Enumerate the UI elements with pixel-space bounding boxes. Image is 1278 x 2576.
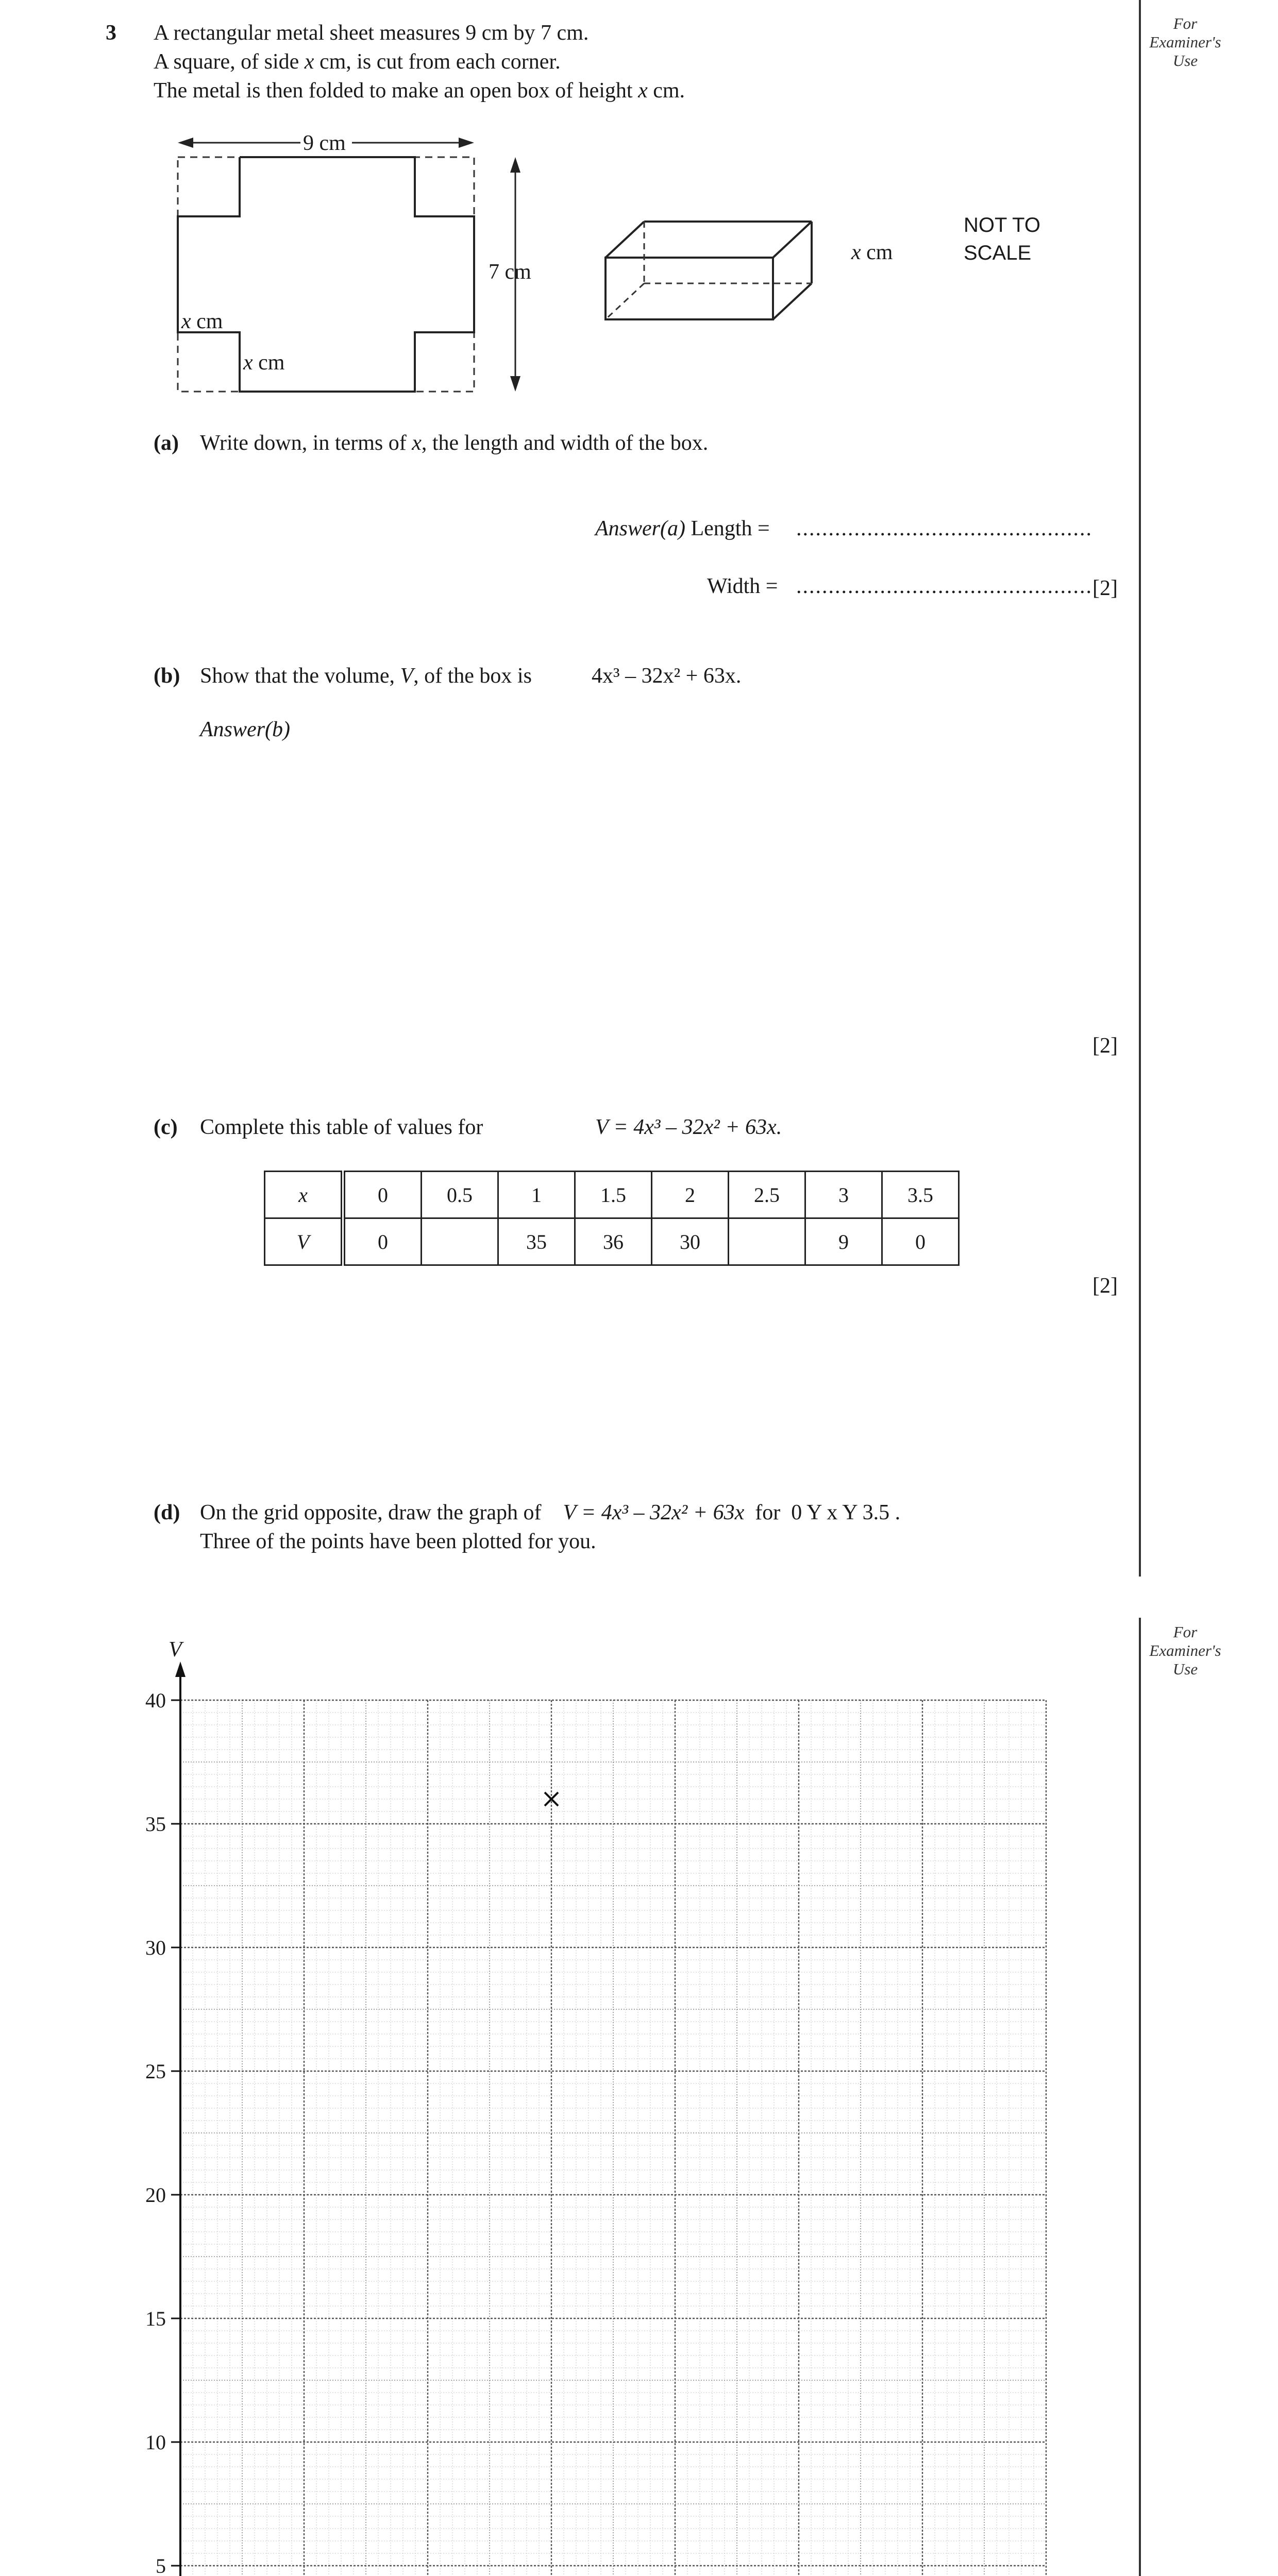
answer-a-width-field[interactable]: .............................................. — [796, 574, 1092, 598]
y-tick-label: 20 — [145, 2183, 166, 2207]
part-d-label: (d) — [154, 1501, 180, 1524]
y-tick-label: 35 — [145, 1812, 166, 1836]
intro-line-1: A rectangular metal sheet measures 9 cm by 7 cm. — [154, 21, 589, 45]
sheet-outline — [178, 157, 474, 392]
examiner-use-label-2: For Examiner's Use — [1149, 1623, 1221, 1678]
y-tick-label: 40 — [145, 1689, 166, 1712]
table-header-v: V — [265, 1218, 343, 1265]
part-b-label: (b) — [154, 664, 180, 688]
part-d-text: On the grid opposite, draw the graph of V = 4x³ – 32x² + 63x for 0 Y x Y 3.5 . — [200, 1501, 901, 1524]
not-to-scale-note: NOT TO SCALE — [964, 214, 1040, 264]
part-a-label: (a) — [154, 431, 179, 455]
box-hidden-edges — [606, 222, 812, 319]
y-axis-label: V — [169, 1638, 182, 1662]
table-cell: 1 — [498, 1172, 575, 1218]
graph-grid[interactable] — [0, 1623, 1134, 2576]
answer-a-length: Answer(a) Length = — [595, 517, 770, 540]
answer-a-width: Width = — [707, 574, 778, 598]
box-height-label: x cm — [851, 241, 893, 264]
y-tick-label: 5 — [156, 2554, 166, 2576]
table-cell: 3 — [805, 1172, 882, 1218]
answer-a-length-field[interactable]: .............................................. — [796, 517, 1092, 540]
y-tick-label: 25 — [145, 2060, 166, 2083]
intro-line-2: A square, of side x cm, is cut from each corner. — [154, 50, 561, 74]
table-cell: 3.5 — [882, 1172, 959, 1218]
cross-shape — [178, 157, 474, 392]
y-tick-label: 15 — [145, 2307, 166, 2330]
corner-label-left: x cm — [181, 310, 223, 333]
question-number: 3 — [106, 21, 116, 45]
table-cell-blank[interactable] — [729, 1218, 805, 1265]
table-cell: 9 — [805, 1218, 882, 1265]
examiner-use-label: For Examiner's Use — [1149, 14, 1221, 70]
table-cell: 30 — [652, 1218, 729, 1265]
part-c-formula: V = 4x³ – 32x² + 63x. — [595, 1115, 782, 1139]
table-cell: 0 — [343, 1218, 422, 1265]
part-c-text: Complete this table of values for — [200, 1115, 483, 1139]
table-row-v — [265, 1218, 959, 1265]
table-row-x — [265, 1172, 959, 1218]
table-cell: 0 — [882, 1218, 959, 1265]
width-label: 9 cm — [303, 131, 346, 155]
y-tick-label: 10 — [145, 2431, 166, 2454]
part-d-line-2: Three of the points have been plotted for you. — [200, 1530, 596, 1553]
part-b-marks: [2] — [1092, 1034, 1118, 1058]
corner-label-bottom: x cm — [243, 351, 285, 375]
open-box — [606, 222, 812, 319]
table-cell: 1.5 — [575, 1172, 652, 1218]
table-cell: 2 — [652, 1172, 729, 1218]
examiner-margin-line-2 — [1139, 1618, 1141, 2576]
part-a-text: Write down, in terms of x, the length and width of the box. — [200, 431, 709, 455]
intro-line-3: The metal is then folded to make an open box of height x cm. — [154, 79, 685, 103]
part-b-text: Show that the volume, V, of the box is — [200, 664, 532, 688]
table-cell: 0 — [343, 1172, 422, 1218]
table-header-x: x — [265, 1172, 343, 1218]
part-a-marks: [2] — [1092, 577, 1118, 600]
part-c-marks: [2] — [1092, 1274, 1118, 1298]
table-cell-blank[interactable] — [422, 1218, 498, 1265]
y-tick-label: 30 — [145, 1936, 166, 1959]
part-b-formula: 4x³ – 32x² + 63x. — [592, 664, 742, 688]
height-label: 7 cm — [489, 260, 531, 284]
table-cell: 2.5 — [729, 1172, 805, 1218]
table-cell: 36 — [575, 1218, 652, 1265]
part-b-answer-label: Answer(b) — [200, 718, 290, 741]
examiner-margin-line — [1139, 0, 1141, 1577]
values-table — [264, 1171, 960, 1266]
table-cell: 0.5 — [422, 1172, 498, 1218]
part-b-answer-space[interactable] — [200, 747, 1076, 1036]
y-axis-arrow — [175, 1662, 186, 1677]
table-cell: 35 — [498, 1218, 575, 1265]
part-c-label: (c) — [154, 1115, 178, 1139]
